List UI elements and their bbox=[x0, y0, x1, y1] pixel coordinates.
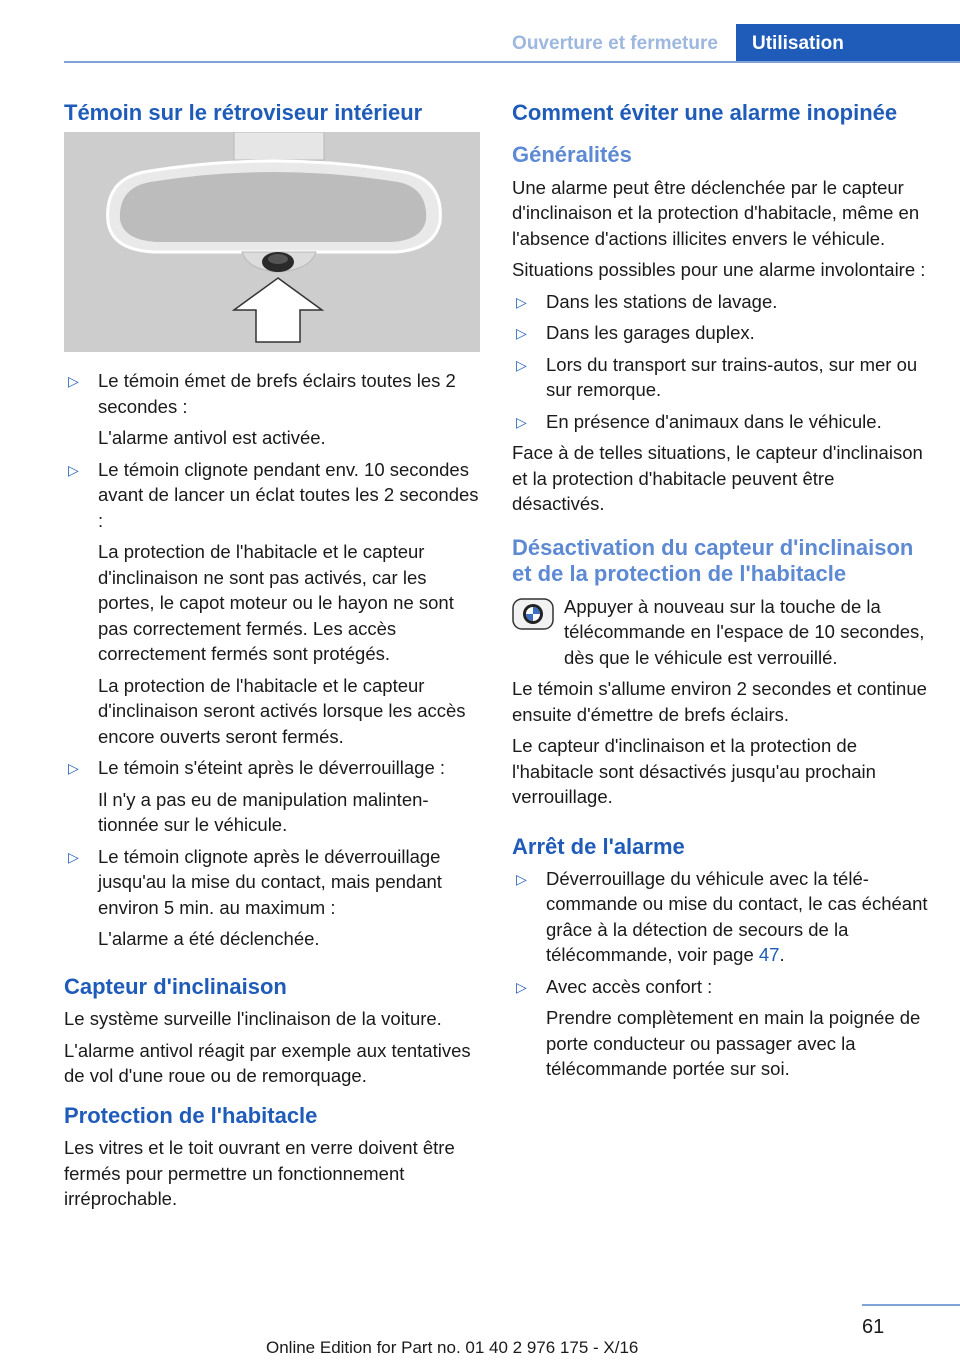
list-item: ▷ Le témoin émet de brefs éclairs toutes les 2 secondes : L'alarme antivol est activée. bbox=[68, 370, 456, 449]
tilt-paragraph-1: Le système surveille l'inclinaison de la voiture. bbox=[64, 1008, 442, 1030]
list-item: ▷ Le témoin clignote après le déverrouillage jusqu'au la mise du contact, mais pendant environ 5 min. au maximum : L'alarme a été déclenchée. bbox=[68, 845, 442, 950]
general-paragraph-3: Face à de telles situations, le capteur d'inclinaison et la protection d'habitacle peuvent être désactivés. bbox=[512, 442, 923, 515]
general-paragraph-1: Une alarme peut être déclenchée par le capteur d'inclinaison et la protection d'habitacle, même en l'absence d'actions illicites envers le véhicule. bbox=[512, 176, 920, 249]
triangle-right-icon: ▷ bbox=[516, 293, 527, 310]
list-item: ▷ Lors du transport sur trains-autos, sur mer ou sur remorque. bbox=[516, 353, 918, 401]
triangle-right-icon: ▷ bbox=[68, 373, 79, 390]
list-item: ▷ Avec accès confort : Prendre complètement en main la poignée de porte conducteur ou passager avec la télécommande portée sur soi. bbox=[516, 975, 921, 1080]
right-column bbox=[512, 100, 928, 1088]
header-rule bbox=[64, 61, 960, 63]
stop-alarm-list bbox=[512, 866, 928, 1082]
list-item: ▷ Déverrouillage du véhicule avec la télécommande ou mise du contact, le cas échéant grâce à la détection de secours de la télécommande, voir page 47. bbox=[516, 867, 928, 966]
tilt-paragraph-2: L'alarme antivol réagit par exemple aux tentatives de vol d'une roue ou de remorquage. bbox=[64, 1039, 471, 1087]
triangle-right-icon: ▷ bbox=[68, 760, 79, 777]
mirror-indicator-heading: Témoin sur le rétroviseur intérieur bbox=[64, 100, 423, 125]
left-column bbox=[64, 100, 480, 1218]
rearview-mirror-illustration bbox=[64, 132, 480, 352]
page-47-link[interactable]: 47 bbox=[758, 944, 780, 966]
avoid-alarm-heading: Comment éviter une alarme inopinée bbox=[512, 100, 898, 125]
general-subheading: Généralités bbox=[512, 142, 632, 168]
situations-list bbox=[512, 289, 928, 435]
footer-rule bbox=[862, 1304, 960, 1306]
header-tab: Utilisation bbox=[736, 24, 960, 63]
deactivation-paragraph-1: Appuyer à nouveau sur la touche de la télécommande en l'espace de 10 secondes, dès que le véhicule est verrouillé. bbox=[564, 595, 925, 668]
general-paragraph-2: Situations possibles pour une alarme involontaire : bbox=[512, 259, 926, 281]
triangle-right-icon: ▷ bbox=[516, 978, 527, 995]
stop-alarm-heading: Arrêt de l'alarme bbox=[512, 833, 685, 859]
triangle-right-icon: ▷ bbox=[516, 356, 527, 373]
deactivation-paragraph-3: Le capteur d'inclinaison et la protection de l'habitacle sont désactivés jusqu'au prochain verrouillage. bbox=[512, 735, 876, 808]
bmw-key-icon bbox=[512, 598, 554, 630]
triangle-right-icon: ▷ bbox=[68, 461, 79, 478]
indicator-states-list bbox=[64, 368, 480, 952]
deactivation-subheading: Désactivation du capteur d'inclinaison et de la protection de l'habitacle bbox=[512, 534, 914, 587]
list-item: ▷ Le témoin clignote pendant env. 10 secondes avant de lancer un éclat toutes les 2 secondes : La protection de l'habitacle et le capteur d'inclinaison ne sont pas activés, car les portes, le capot moteur ou le hayon ne sont pas correctement fermés. Les accès correctement fermés sont protégés. La protection de l'habitacle et le capteur d'inclinaison seront activés lorsque les accès encore ouverts seront fermés. bbox=[68, 458, 479, 747]
list-item: ▷ Le témoin s'éteint après le déverrouillage : Il n'y a pas eu de manipulation malintentionnée sur le véhicule. bbox=[68, 757, 446, 836]
list-item: ▷ En présence d'animaux dans le véhicule. bbox=[516, 410, 882, 432]
interior-paragraph-1: Les vitres et le toit ouvrant en verre doivent être fermés pour permettre un fonctionnement irréprochable. bbox=[64, 1137, 455, 1210]
header-section-title: Ouverture et fermeture bbox=[512, 33, 718, 54]
deactivation-paragraph-2: Le témoin s'allume environ 2 secondes et continue ensuite d'émettre de brefs éclairs. bbox=[512, 678, 927, 725]
rearview-mirror-figure bbox=[64, 132, 480, 352]
tilt-sensor-heading: Capteur d'inclinaison bbox=[64, 973, 287, 999]
triangle-right-icon: ▷ bbox=[516, 413, 527, 430]
list-item: ▷ Dans les garages duplex. bbox=[516, 322, 755, 344]
triangle-right-icon: ▷ bbox=[516, 325, 527, 342]
page-number: 61 bbox=[862, 1316, 885, 1338]
list-item: ▷ Dans les stations de lavage. bbox=[516, 290, 778, 312]
deactivation-instruction bbox=[512, 594, 928, 671]
interior-protection-heading: Protection de l'habitacle bbox=[64, 1102, 318, 1128]
triangle-right-icon: ▷ bbox=[516, 870, 527, 887]
edition-footer: Online Edition for Part no. 01 40 2 976 175 - X/16 bbox=[266, 1338, 639, 1357]
triangle-right-icon: ▷ bbox=[68, 848, 79, 865]
